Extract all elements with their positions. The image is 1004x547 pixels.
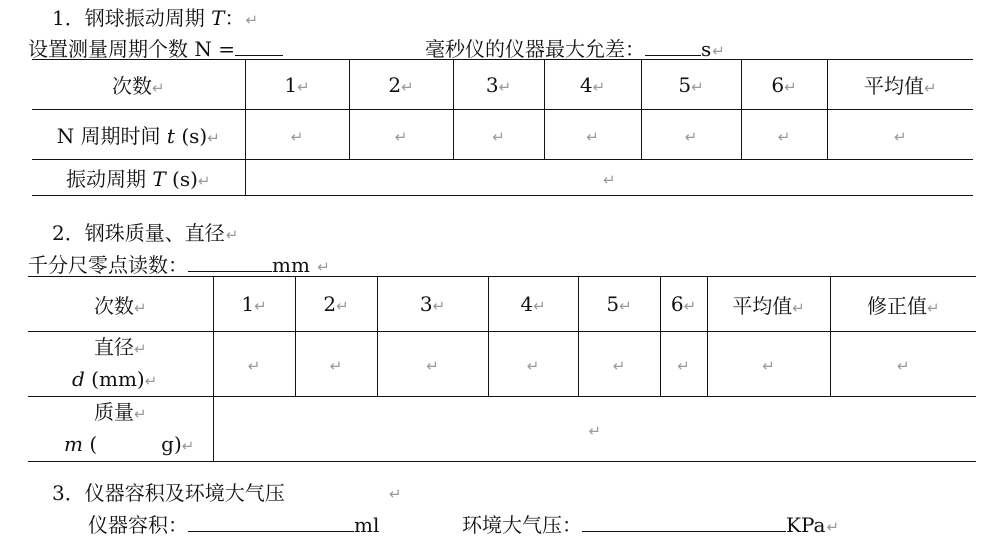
paragraph-mark-icon: ↵ — [401, 77, 414, 96]
period-time-cell[interactable] — [827, 110, 973, 160]
header-6: 6↵ — [660, 277, 707, 332]
paragraph-mark-icon: ↵ — [144, 372, 158, 390]
paragraph-mark-icon: ↵ — [498, 77, 512, 96]
paragraph-mark-icon: ↵ — [683, 297, 697, 315]
zero-reading-label: 千分尺零点读数： — [28, 253, 188, 277]
paragraph-mark-icon: ↵ — [197, 172, 211, 190]
header-1: 1↵ — [213, 277, 295, 332]
paragraph-mark-icon: ↵ — [612, 357, 626, 375]
mass-cell[interactable] — [213, 397, 976, 462]
oscillation-period-cell[interactable] — [245, 160, 973, 196]
paragraph-mark-icon: ↵ — [526, 357, 540, 375]
paragraph-mark-icon: ↵ — [712, 42, 725, 60]
section3-pressure-line — [462, 509, 839, 538]
paragraph-mark-icon: ↵ — [784, 77, 797, 96]
pressure-field[interactable] — [582, 513, 786, 532]
header-4: 4↵ — [544, 60, 641, 110]
pressure-label: 环境大气压： — [462, 513, 582, 537]
period-time-row — [32, 110, 973, 160]
paragraph-mark-icon: ↵ — [329, 357, 343, 375]
paragraph-mark-icon: ↵ — [394, 127, 408, 146]
section3-title — [52, 477, 285, 506]
paragraph-mark-icon: ↵ — [389, 485, 402, 503]
section2-zero-line — [28, 249, 330, 278]
header-1: 1↵ — [245, 60, 349, 110]
volume-unit: ml — [354, 513, 380, 537]
header-average: 平均值↵ — [707, 277, 830, 332]
paragraph-mark-icon: ↵ — [133, 405, 147, 423]
pressure-unit: KPa — [786, 513, 826, 537]
tolerance-label: 毫秒仪的仪器最大允差： — [425, 37, 645, 61]
paragraph-mark-icon: ↵ — [792, 298, 805, 317]
paragraph-mark-icon: ↵ — [588, 422, 602, 440]
period-table-header-row — [32, 60, 973, 110]
tolerance-field[interactable] — [645, 37, 701, 56]
diameter-cell[interactable] — [377, 332, 488, 397]
paragraph-mark-icon: ↵ — [533, 297, 546, 315]
header-3: 3↵ — [377, 277, 488, 332]
paragraph-mark-icon: ↵ — [896, 357, 910, 375]
paragraph-mark-icon: ↵ — [317, 258, 330, 276]
diameter-cell[interactable] — [707, 332, 830, 397]
diameter-label: 直径↵ d (mm)↵ — [28, 332, 213, 397]
diameter-cell[interactable] — [295, 332, 377, 397]
diameter-cell[interactable] — [830, 332, 976, 397]
paragraph-mark-icon: ↵ — [225, 226, 239, 244]
section3-volume-line — [88, 509, 379, 538]
paragraph-mark-icon: ↵ — [247, 357, 261, 375]
header-count: 次数↵ — [28, 277, 213, 332]
paragraph-mark-icon: ↵ — [492, 127, 505, 146]
volume-label: 仪器容积： — [88, 513, 188, 537]
period-time-cell[interactable] — [741, 110, 827, 160]
paragraph-mark-icon: ↵ — [619, 297, 632, 315]
paragraph-mark-icon: ↵ — [923, 79, 937, 97]
paragraph-mark-icon: ↵ — [684, 127, 698, 146]
header-count: 次数↵ — [32, 60, 245, 110]
paragraph-mark-icon: ↵ — [777, 127, 791, 146]
paragraph-mark-icon: ↵ — [762, 357, 775, 375]
section1-title — [52, 2, 258, 31]
section2-title-text: 钢珠质量、直径 — [84, 221, 225, 245]
paragraph-mark-icon: ↵ — [133, 340, 147, 358]
paragraph-mark-icon: ↵ — [290, 127, 304, 146]
paragraph-mark-icon: ↵ — [677, 357, 690, 375]
section3-title-text: 仪器容积及环境大气压 — [84, 481, 285, 505]
paragraph-mark-icon: ↵ — [245, 11, 259, 29]
tolerance-unit: s — [701, 37, 712, 61]
header-2: 2↵ — [295, 277, 377, 332]
diameter-cell[interactable] — [660, 332, 707, 397]
section1-number: 1． — [52, 6, 85, 30]
section1-tolerance-line — [425, 33, 725, 62]
section1-title-symbol: T — [211, 6, 225, 30]
paragraph-mark-icon: ↵ — [336, 297, 349, 315]
ball-table-header-row — [28, 277, 976, 332]
paragraph-mark-icon: ↵ — [426, 357, 439, 375]
oscillation-period-row — [32, 160, 973, 196]
period-count-label: 设置测量周期个数 N = — [28, 37, 235, 61]
paragraph-mark-icon: ↵ — [893, 127, 907, 146]
period-table — [32, 59, 973, 196]
header-2: 2↵ — [349, 60, 453, 110]
paragraph-mark-icon: ↵ — [181, 437, 195, 455]
paragraph-mark-icon: ↵ — [207, 129, 220, 147]
diameter-cell[interactable] — [488, 332, 578, 397]
zero-reading-unit: mm — [272, 253, 310, 277]
section2-title — [52, 217, 238, 246]
section3-number: 3． — [52, 481, 85, 505]
period-time-cell[interactable] — [453, 110, 544, 160]
mass-label: 质量↵ m ( g)↵ — [28, 397, 213, 462]
period-time-label: N 周期时间 t (s)↵ — [32, 110, 245, 160]
paragraph-mark-icon: ↵ — [691, 77, 704, 96]
ball-table — [28, 276, 976, 462]
paragraph-mark-icon: ↵ — [592, 77, 606, 96]
header-5: 5↵ — [641, 60, 741, 110]
zero-reading-field[interactable] — [188, 253, 272, 272]
diameter-row — [28, 332, 976, 397]
header-6: 6↵ — [741, 60, 827, 110]
period-count-field[interactable] — [235, 37, 283, 56]
diameter-cell[interactable] — [213, 332, 295, 397]
section1-count-line — [28, 33, 283, 62]
section1-title-text: 钢球振动周期 — [84, 6, 205, 30]
paragraph-mark-icon: ↵ — [133, 298, 147, 317]
paragraph-mark-icon: ↵ — [432, 297, 446, 315]
period-time-cell[interactable] — [349, 110, 453, 160]
section3-title-mark — [388, 480, 402, 504]
header-3: 3↵ — [453, 60, 544, 110]
header-average: 平均值↵ — [827, 60, 973, 110]
paragraph-mark-icon: ↵ — [602, 170, 616, 189]
header-5: 5↵ — [578, 277, 660, 332]
volume-field[interactable] — [188, 513, 354, 532]
mass-row — [28, 397, 976, 462]
paragraph-mark-icon: ↵ — [926, 298, 940, 317]
paragraph-mark-icon: ↵ — [826, 518, 840, 536]
paragraph-mark-icon: ↵ — [586, 127, 599, 146]
header-corrected: 修正值↵ — [830, 277, 976, 332]
oscillation-period-label: 振动周期 T (s)↵ — [32, 160, 245, 196]
paragraph-mark-icon: ↵ — [254, 297, 267, 315]
paragraph-mark-icon: ↵ — [151, 79, 165, 97]
period-time-cell[interactable] — [544, 110, 641, 160]
diameter-cell[interactable] — [578, 332, 660, 397]
section1-title-colon: ： — [224, 6, 245, 30]
header-4: 4↵ — [488, 277, 578, 332]
period-time-cell[interactable] — [245, 110, 349, 160]
section2-number: 2． — [52, 221, 85, 245]
period-time-cell[interactable] — [641, 110, 741, 160]
paragraph-mark-icon: ↵ — [297, 77, 310, 96]
